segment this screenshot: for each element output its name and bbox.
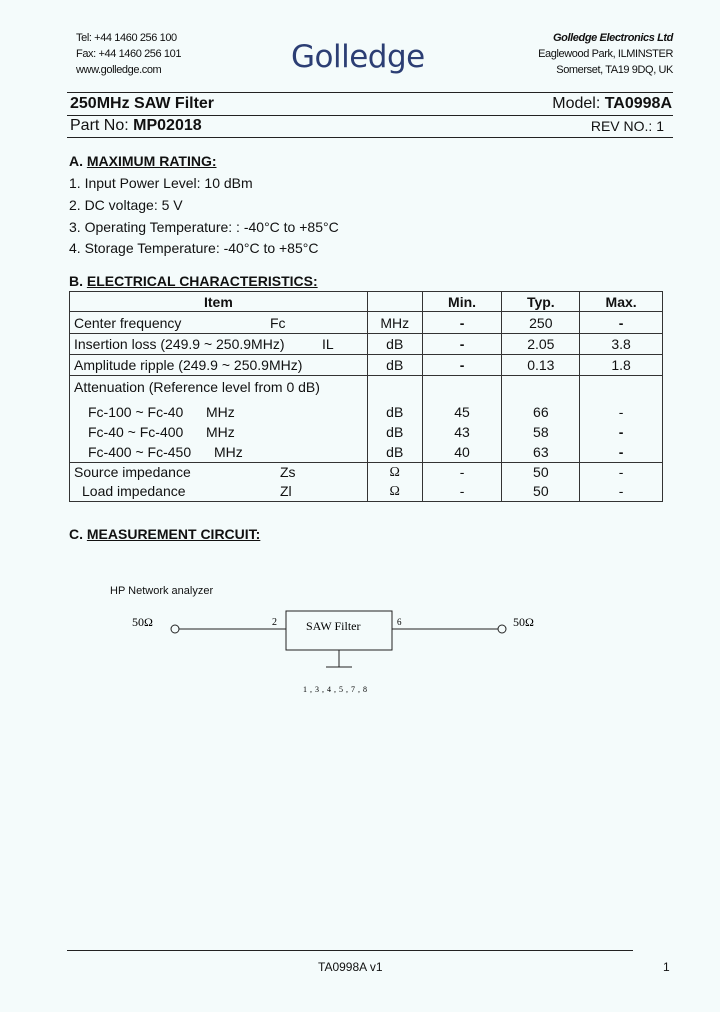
address-line-1: Eaglewood Park, ILMINSTER [538,48,673,60]
address-line-2: Somerset, TA19 9DQ, UK [556,64,673,76]
max-cell: 3.8 [580,334,663,355]
attenuation-heading: Attenuation (Reference level from 0 dB) [74,379,320,395]
max-cell: - - [580,463,663,502]
rating-item: 1. Input Power Level: 10 dBm [69,175,253,191]
rating-item: 4. Storage Temperature: -40°C to +85°C [69,240,319,256]
item-cell: Center frequency Fc [70,312,368,334]
unit-cell: dB dB dB [367,376,422,463]
output-port-icon [498,625,506,633]
pin-in-label: 2 [272,617,277,628]
page-number: 1 [663,960,670,974]
min-cell: - [422,312,502,334]
fax: Fax: +44 1460 256 101 [76,48,182,60]
typ-cell: 0.13 [502,355,580,376]
company-logo: Golledge [291,39,425,75]
typ-cell: 250 [502,312,580,334]
unit-cell: MHz [367,312,422,334]
attenuation-range: Fc-40 ~ Fc-400 MHz [88,424,235,440]
rating-item: 2. DC voltage: 5 V [69,197,183,213]
min-cell: - - [422,463,502,502]
item-cell: Amplitude ripple (249.9 ~ 250.9MHz) [70,355,368,376]
revision-number: REV NO.: 1 [590,118,664,134]
unit-cell: Ω Ω [367,463,422,502]
typ-cell: 2.05 [502,334,580,355]
saw-filter-label: SAW Filter [306,619,361,633]
section-a-heading: A. MAXIMUM RATING: [69,153,217,169]
item-cell: Insertion loss (249.9 ~ 250.9MHz) IL [70,334,368,355]
part-value: MP02018 [133,117,202,134]
col-typ: Typ. [502,292,580,312]
col-max: Max. [580,292,663,312]
footer-rule [67,950,633,951]
right-impedance-label: 50Ω [513,615,534,629]
rating-item: 3. Operating Temperature: : -40°C to +85°C [69,219,339,235]
input-port-icon [171,625,179,633]
max-cell: - - - [580,376,663,463]
unit-cell: dB [367,334,422,355]
col-item: Item [70,292,368,312]
tel: Tel: +44 1460 256 100 [76,32,177,44]
max-cell: 1.8 [580,355,663,376]
col-min: Min. [422,292,502,312]
analyzer-label: HP Network analyzer [110,585,214,597]
section-c-heading: C. MEASUREMENT CIRCUIT: [69,526,261,542]
typ-cell: 50 50 [502,463,580,502]
company-name: Golledge Electronics Ltd [553,32,673,44]
min-cell: 45 43 40 [422,376,502,463]
part-label: Part No: [70,117,134,134]
model-label: Model: [552,95,605,112]
min-cell: - [422,355,502,376]
model-value: TA0998A [604,95,672,112]
attenuation-range: Fc-100 ~ Fc-40 MHz [88,404,235,420]
left-impedance-label: 50Ω [132,615,153,629]
ground-pins-label: 1 , 3 , 4 , 5 , 7 , 8 [303,685,368,694]
section-b-heading: B. ELECTRICAL CHARACTERISTICS: [69,273,318,289]
unit-cell: dB [367,355,422,376]
attenuation-range: Fc-400 ~ Fc-450 MHz [88,444,243,460]
footer-doc-id: TA0998A v1 [318,960,383,974]
pin-out-label: 6 [397,617,402,627]
product-title: 250MHz SAW Filter [70,95,215,112]
min-cell: - [422,334,502,355]
website-link[interactable]: www.golledge.com [76,64,162,76]
typ-cell: 66 58 63 [502,376,580,463]
max-cell: - [580,312,663,334]
item-cell: Source impedance Zs Load impedance Zl [70,463,368,502]
